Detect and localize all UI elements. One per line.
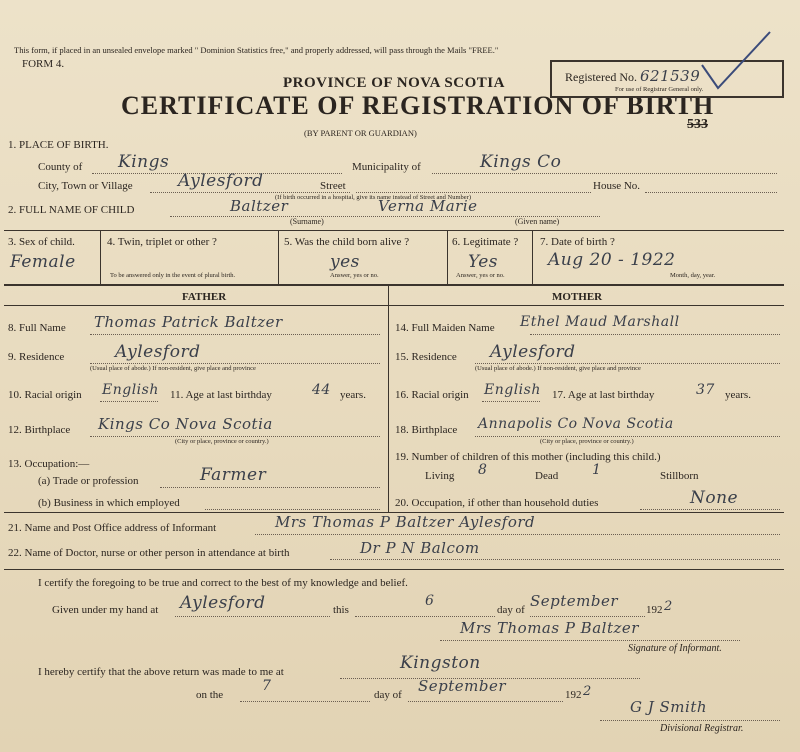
father-birthplace-note: (City or place, province or country.)	[175, 438, 269, 445]
registered-label: Registered No.	[565, 70, 637, 84]
mother-age-label: 17. Age at last birthday	[552, 389, 655, 401]
day-line	[355, 616, 495, 617]
legitimate-value: Yes	[468, 252, 499, 272]
certify-year: 192	[646, 604, 663, 616]
row3-top-border	[4, 230, 784, 231]
registrar-year-handwritten: 2	[583, 684, 592, 699]
municipality-value: Kings Co	[480, 152, 562, 172]
twin-label: 4. Twin, triplet or other ?	[107, 236, 217, 248]
trade-line	[160, 487, 380, 488]
county-label: County of	[38, 161, 83, 173]
mother-name: Ethel Maud Marshall	[520, 314, 680, 330]
municipality-line	[432, 173, 777, 174]
municipality-label: Municipality of	[352, 161, 421, 173]
child-surname: Baltzer	[230, 197, 289, 215]
given-under-label: Given under my hand at	[52, 604, 159, 616]
alive-label: 5. Was the child born alive ?	[284, 236, 410, 248]
mother-name-line	[530, 334, 780, 335]
city-value: Aylesford	[178, 171, 264, 191]
page-title: CERTIFICATE OF REGISTRATION OF BIRTH	[121, 91, 715, 120]
registrar-day-line	[240, 701, 370, 702]
day-of-label: day of	[497, 604, 525, 616]
registered-number: 621539	[640, 67, 701, 85]
registrar-month-line	[408, 701, 563, 702]
certify-month: September	[530, 592, 619, 610]
father-age: 44	[312, 382, 331, 398]
father-name: Thomas Patrick Baltzer	[94, 313, 283, 331]
registered-note: For use of Registrar General only.	[615, 86, 704, 93]
registrar-text: I hereby certify that the above return was made to me at	[38, 666, 284, 678]
informant-value: Mrs Thomas P Baltzer Aylesford	[275, 513, 536, 531]
father-birthplace-label: 12. Birthplace	[8, 424, 71, 436]
trade-label: (a) Trade or profession	[38, 475, 139, 487]
trade-value: Farmer	[200, 465, 267, 485]
mother-birthplace-note: (City or place, province or country.)	[540, 438, 634, 445]
registrar-day-of-label: day of	[374, 689, 402, 701]
mother-racial: English	[484, 382, 541, 398]
legitimate-label: 6. Legitimate ?	[452, 236, 519, 248]
mother-occupation: None	[690, 488, 739, 508]
given-caption: (Given name)	[515, 217, 560, 226]
parents-divider	[4, 305, 784, 306]
mother-birthplace: Annapolis Co Nova Scotia	[478, 416, 674, 432]
date-value: Aug 20 - 1922	[548, 250, 676, 270]
mother-age: 37	[696, 382, 715, 398]
date-label: 7. Date of birth ?	[540, 236, 615, 248]
house-label: House No.	[593, 180, 641, 192]
mother-heading: MOTHER	[552, 291, 603, 303]
living-value: 8	[478, 462, 488, 478]
stillborn-label: Stillborn	[660, 470, 699, 482]
informant-label: 21. Name and Post Office address of Informant	[8, 522, 217, 534]
registrar-year: 192	[565, 689, 582, 701]
child-name-label: 2. FULL NAME OF CHILD	[8, 204, 135, 216]
father-residence: Aylesford	[115, 342, 201, 362]
mother-racial-label: 16. Racial origin	[395, 389, 469, 401]
mother-years: years.	[725, 389, 751, 401]
registrar-signature: G J Smith	[630, 698, 708, 716]
mother-residence-line	[475, 363, 780, 364]
father-name-label: 8. Full Name	[8, 322, 66, 334]
father-racial-line	[100, 401, 158, 402]
registrar-caption: Divisional Registrar.	[660, 723, 744, 734]
registrar-month: September	[418, 677, 507, 695]
informant-line	[255, 534, 780, 535]
divider	[532, 230, 533, 285]
stamp-number: 533	[687, 117, 708, 132]
mother-birthplace-line	[475, 436, 780, 437]
mother-occupation-label: 20. Occupation, if other than household duties	[395, 497, 599, 509]
business-label: (b) Business in which employed	[38, 497, 180, 509]
father-residence-line	[90, 363, 380, 364]
mother-residence-note: (Usual place of abode.) If non-resident, give place and province	[475, 365, 641, 372]
mother-birthplace-label: 18. Birthplace	[395, 424, 458, 436]
divider	[278, 230, 279, 285]
this-label: this	[333, 604, 349, 616]
doctor-label: 22. Name of Doctor, nurse or other person in attendance at birth	[8, 547, 290, 559]
county-value: Kings	[118, 152, 170, 172]
father-years: years.	[340, 389, 366, 401]
father-heading: FATHER	[182, 291, 227, 303]
child-given-name: Verna Marie	[378, 197, 478, 215]
street-note: (If birth occurred in a hospital, give its name instead of Street and Number)	[275, 194, 472, 201]
mother-residence: Aylesford	[490, 342, 576, 362]
father-racial: English	[102, 382, 159, 398]
alive-note: Answer, yes or no.	[330, 272, 379, 279]
sex-label: 3. Sex of child.	[8, 236, 75, 248]
parents-column-divider	[388, 286, 389, 512]
informant-signature: Mrs Thomas P Baltzer	[460, 619, 639, 637]
given-place: Aylesford	[180, 593, 266, 613]
children-count-label: 19. Number of children of this mother (including this child.)	[395, 451, 661, 463]
mother-name-label: 14. Full Maiden Name	[395, 322, 495, 334]
father-age-label: 11. Age at last birthday	[170, 389, 272, 401]
doctor-value: Dr P N Balcom	[360, 539, 480, 557]
month-line	[530, 616, 645, 617]
certify-top-border	[4, 569, 784, 570]
place-of-birth-label: 1. PLACE OF BIRTH.	[8, 139, 109, 151]
mother-residence-label: 15. Residence	[395, 351, 457, 363]
on-the-label: on the	[196, 689, 224, 701]
business-line	[205, 509, 380, 510]
doctor-line	[330, 559, 780, 560]
checkmark-icon	[700, 30, 780, 100]
mail-notice: This form, if placed in an unsealed envelope marked " Dominion Statistics free," and properly addressed, will pass through the Mails "FREE."	[14, 45, 499, 55]
sex-value: Female	[10, 252, 76, 272]
signature-line	[440, 640, 740, 641]
house-line	[645, 192, 777, 193]
living-label: Living	[425, 470, 455, 482]
signature-caption: Signature of Informant.	[628, 643, 722, 654]
province-heading: PROVINCE OF NOVA SCOTIA	[283, 75, 505, 91]
dead-value: 1	[592, 462, 602, 478]
certify-year-handwritten: 2	[664, 599, 673, 614]
registrar-signature-line	[600, 720, 780, 721]
dead-label: Dead	[535, 470, 559, 482]
occupation-label: 13. Occupation:—	[8, 458, 90, 470]
twin-note: To be answered only in the event of plural birth.	[110, 272, 236, 279]
row3-bottom-border	[4, 284, 784, 286]
street-label: Street	[320, 180, 346, 192]
legitimate-note: Answer, yes or no.	[456, 272, 505, 279]
mother-racial-line	[482, 401, 540, 402]
father-birthplace-line	[90, 436, 380, 437]
certify-text: I certify the foregoing to be true and correct to the best of my knowledge and belief.	[38, 577, 408, 589]
mother-occupation-line	[640, 509, 780, 510]
divider	[100, 230, 101, 285]
alive-value: yes	[330, 252, 360, 272]
certify-day: 6	[425, 593, 435, 609]
page-subtitle: (BY PARENT OR GUARDIAN)	[304, 128, 417, 138]
father-residence-label: 9. Residence	[8, 351, 65, 363]
divider	[447, 230, 448, 285]
father-residence-note: (Usual place of abode.) If non-resident, give place and province	[90, 365, 256, 372]
surname-caption: (Surname)	[290, 217, 324, 226]
date-note: Month, day, year.	[670, 272, 716, 279]
father-birthplace: Kings Co Nova Scotia	[98, 415, 273, 433]
father-name-line	[90, 334, 380, 335]
registrar-day: 7	[262, 678, 272, 694]
father-racial-label: 10. Racial origin	[8, 389, 82, 401]
street-line	[356, 192, 591, 193]
given-place-line	[175, 616, 330, 617]
registrar-place: Kingston	[400, 653, 481, 673]
form-number: FORM 4.	[22, 58, 65, 70]
city-label: City, Town or Village	[38, 180, 133, 192]
